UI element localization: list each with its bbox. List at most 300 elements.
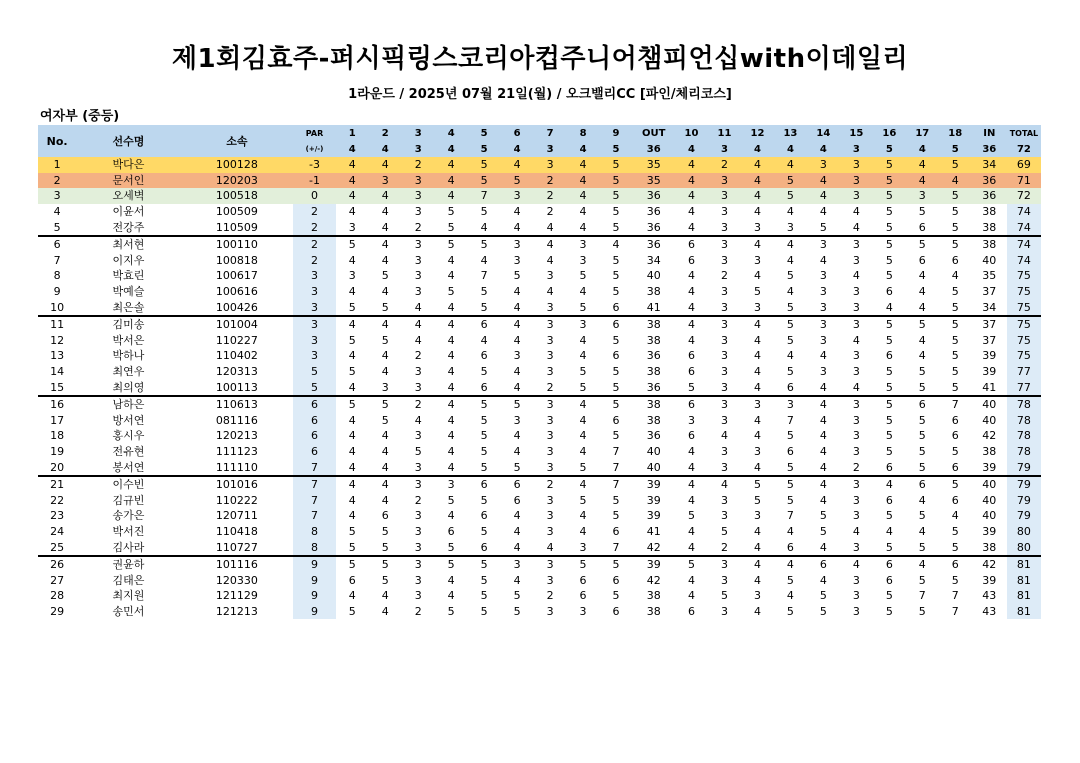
hole-score-cell: 3 [708,556,741,573]
in-total-cell: 41 [982,380,997,394]
in-total-cell: 40 [982,493,997,507]
hole-score-cell: 5 [579,493,587,507]
hole-score-cell: 4 [688,285,696,299]
header-par-in-total: 36 [972,141,1007,157]
total-score-cell: 81 [1007,588,1041,604]
hole-score-cell: 4 [708,476,741,493]
header-par-value: 4 [567,141,600,157]
hole-score-cell: 4 [753,349,761,363]
hole-score-cell: 5 [885,220,893,234]
table-row [38,284,1041,300]
table-header [38,125,1041,157]
hole-score-cell: 3 [402,173,435,189]
hole-score-cell: 3 [534,556,567,573]
hole-score-cell: 4 [819,205,827,219]
hole-score-cell: 4 [501,316,534,333]
rank-cell: 25 [50,540,65,554]
table-row [38,157,1041,173]
par-diff-cell: 7 [293,459,336,476]
hole-score-cell: 4 [819,253,827,267]
par-diff-cell: 2 [293,219,336,236]
hole-score-cell: 4 [741,188,774,204]
hole-score-cell: 3 [414,205,422,219]
hole-score-cell: 4 [819,540,827,554]
par-diff-cell: 9 [293,588,336,604]
hole-score-cell: 4 [348,460,356,474]
hole-score-cell: 4 [688,460,696,474]
hole-score-cell: 5 [939,316,972,333]
in-total-cell: 40 [982,253,997,267]
hole-score-cell: 5 [348,540,356,554]
hole-score-cell: 4 [675,173,708,189]
header-par-value: 4 [435,141,468,157]
hole-score-cell: 5 [612,380,620,394]
par-diff-cell: 3 [293,316,336,333]
hole-score-cell: 4 [753,573,761,587]
hole-score-cell: 6 [918,220,926,234]
player-name-cell: 홍시우 [112,429,145,443]
hole-score-cell: 5 [447,285,455,299]
hole-score-cell: 5 [675,556,708,573]
table-row [38,379,1041,396]
player-name-cell: 김미송 [76,316,180,333]
hole-score-cell: 4 [951,509,959,523]
hole-score-cell: 4 [688,205,696,219]
hole-score-cell: 3 [501,556,534,573]
affiliation-cell: 111123 [215,444,258,458]
table-row [38,508,1041,524]
hole-score-cell: 6 [468,316,501,333]
hole-score-cell: 3 [501,188,534,204]
hole-score-cell: 5 [906,316,939,333]
header-hole: 4 [435,125,468,141]
hole-score-cell: 3 [852,413,860,427]
page-title: 제1회김효주-퍼시픽링스코리아컵주니어챔피언십with이데일리 [171,44,909,74]
rank-cell: 10 [50,300,65,314]
hole-score-cell: 4 [348,493,356,507]
hole-score-cell: 3 [720,604,728,618]
total-score-cell: 75 [1007,268,1041,284]
hole-score-cell: 5 [819,604,827,618]
hole-score-cell: 5 [612,253,620,267]
in-total-cell: 37 [982,333,997,347]
hole-score-cell: 3 [402,556,435,573]
hole-score-cell: 3 [840,476,873,493]
par-diff-cell: 2 [293,236,336,253]
hole-score-cell: 4 [600,236,633,253]
hole-score-cell: 4 [534,236,567,253]
hole-score-cell: 3 [414,285,422,299]
par-diff-cell: 6 [293,428,336,444]
in-total-cell: 38 [982,220,997,234]
hole-score-cell: 5 [336,556,369,573]
header-hole: 11 [708,125,741,141]
hole-score-cell: 6 [612,349,620,363]
hole-score-cell: 4 [786,524,794,538]
hole-score-cell: 2 [402,157,435,173]
hole-score-cell: 2 [402,396,435,413]
hole-score-cell: 4 [786,349,794,363]
total-score-cell: 71 [1007,173,1041,189]
hole-score-cell: 6 [468,476,501,493]
hole-score-cell: 5 [873,316,906,333]
par-diff-cell: 3 [293,268,336,284]
hole-score-cell: 4 [753,604,761,618]
hole-score-cell: 5 [918,365,926,379]
hole-score-cell: 4 [402,316,435,333]
hole-score-cell: 5 [885,253,893,267]
header-par-value: 3 [708,141,741,157]
player-name-cell: 남하은 [76,396,180,413]
out-total-cell: 39 [633,476,676,493]
hole-score-cell: 4 [675,188,708,204]
header-hole: 13 [774,125,807,141]
hole-score-cell: 7 [612,540,620,554]
hole-score-cell: 4 [501,157,534,173]
par-diff-cell: -3 [293,157,336,173]
hole-score-cell: 6 [675,396,708,413]
hole-score-cell: 3 [852,509,860,523]
hole-score-cell: 5 [513,589,521,603]
hole-score-cell: 3 [786,220,794,234]
hole-score-cell: 6 [480,540,488,554]
hole-score-cell: 7 [786,413,794,427]
hole-score-cell: 5 [753,493,761,507]
hole-score-cell: 5 [579,269,587,283]
hole-score-cell: 4 [447,380,455,394]
rank-cell: 27 [50,573,65,587]
hole-score-cell: 5 [939,476,972,493]
hole-score-cell: 3 [852,540,860,554]
hole-score-cell: 3 [546,509,554,523]
hole-score-cell: 5 [600,396,633,413]
out-total-cell: 36 [646,429,661,443]
header-par-value: 3 [534,141,567,157]
hole-score-cell: 5 [381,413,389,427]
rank-cell: 28 [50,589,65,603]
hole-score-cell: 2 [708,157,741,173]
hole-score-cell: 3 [414,540,422,554]
hole-score-cell: 3 [534,157,567,173]
out-total-cell: 41 [646,524,661,538]
in-total-cell: 35 [982,269,997,283]
player-name-cell: 오세벽 [76,188,180,204]
hole-score-cell: 4 [348,253,356,267]
hole-score-cell: 3 [546,349,554,363]
hole-score-cell: 5 [819,220,827,234]
hole-score-cell: 4 [336,157,369,173]
hole-score-cell: 6 [951,460,959,474]
hole-score-cell: 4 [720,429,728,443]
hole-score-cell: 4 [688,300,696,314]
hole-score-cell: 3 [546,333,554,347]
hole-score-cell: 5 [885,269,893,283]
hole-score-cell: 4 [753,429,761,443]
hole-score-cell: 3 [546,460,554,474]
header-par-sub: (+/-) [293,141,336,157]
out-total-cell: 39 [633,556,676,573]
rank-cell: 23 [50,509,65,523]
hole-score-cell: 3 [414,380,422,394]
hole-score-cell: 5 [612,220,620,234]
hole-score-cell: 3 [720,380,728,394]
hole-score-cell: 3 [688,413,696,427]
hole-score-cell: 4 [579,285,587,299]
hole-score-cell: 5 [612,285,620,299]
hole-score-cell: 4 [348,205,356,219]
rank-cell: 24 [50,524,65,538]
hole-score-cell: 5 [480,604,488,618]
hole-score-cell: 4 [918,493,926,507]
hole-score-cell: 5 [435,556,468,573]
hole-score-cell: 4 [447,349,455,363]
hole-score-cell: 3 [402,188,435,204]
out-total-cell: 40 [646,444,661,458]
header-par-value: 4 [807,141,840,157]
hole-score-cell: 5 [774,476,807,493]
player-name-cell: 박서은 [112,333,145,347]
hole-score-cell: 3 [414,509,422,523]
hole-score-cell: 3 [720,220,728,234]
hole-score-cell: 6 [501,476,534,493]
hole-score-cell: 6 [951,413,959,427]
hole-score-cell: 6 [951,493,959,507]
out-total-cell: 38 [633,316,676,333]
hole-score-cell: 4 [336,173,369,189]
hole-score-cell: 3 [348,269,356,283]
hole-score-cell: 5 [918,604,926,618]
hole-score-cell: 3 [753,253,761,267]
hole-score-cell: 4 [567,476,600,493]
total-score-cell: 80 [1007,539,1041,556]
hole-score-cell: 5 [819,589,827,603]
hole-score-cell: 4 [567,396,600,413]
hole-score-cell: 4 [381,493,389,507]
total-score-cell: 80 [1007,524,1041,540]
hole-score-cell: 5 [369,396,402,413]
hole-score-cell: 5 [513,604,521,618]
hole-score-cell: 3 [720,365,728,379]
total-score-cell: 75 [1007,333,1041,349]
hole-score-cell: 4 [447,589,455,603]
table-row [38,459,1041,476]
hole-score-cell: 5 [885,365,893,379]
total-score-cell: 74 [1007,236,1041,253]
hole-score-cell: 6 [480,509,488,523]
hole-score-cell: 4 [688,444,696,458]
header-hole: 17 [906,125,939,141]
hole-score-cell: 4 [348,349,356,363]
player-name-cell: 최지원 [112,589,145,603]
affiliation-cell: 121213 [215,604,258,618]
hole-score-cell: 4 [579,349,587,363]
hole-score-cell: 5 [720,524,728,538]
hole-score-cell: 4 [753,365,761,379]
header-hole: 1 [336,125,369,141]
hole-score-cell: 4 [435,157,468,173]
hole-score-cell: 5 [501,173,534,189]
hole-score-cell: 5 [951,349,959,363]
total-score-cell: 77 [1007,364,1041,380]
hole-score-cell: 2 [546,380,554,394]
hole-score-cell: 5 [348,604,356,618]
hole-score-cell: 6 [688,604,696,618]
hole-score-cell: 5 [688,380,696,394]
table-row [38,316,1041,333]
scoreboard-table [38,125,1041,619]
hole-score-cell: 5 [951,524,959,538]
affiliation-cell: 120213 [215,429,258,443]
hole-score-cell: 4 [819,429,827,443]
hole-score-cell: 3 [720,349,728,363]
hole-score-cell: 5 [873,157,906,173]
affiliation-cell: 120330 [215,573,258,587]
hole-score-cell: 5 [786,333,794,347]
hole-score-cell: 3 [546,269,554,283]
hole-score-cell: 3 [414,269,422,283]
hole-score-cell: 4 [381,205,389,219]
hole-score-cell: 5 [480,573,488,587]
hole-score-cell: 3 [819,300,827,314]
player-name-cell: 박서진 [112,524,145,538]
header-par-value: 3 [402,141,435,157]
hole-score-cell: 4 [579,205,587,219]
hole-score-cell: 4 [447,429,455,443]
hole-score-cell: 3 [840,188,873,204]
hole-score-cell: 3 [852,365,860,379]
table-row [38,524,1041,540]
header-hole: 10 [675,125,708,141]
hole-score-cell: 6 [873,556,906,573]
player-name-cell: 김사라 [112,540,145,554]
hole-score-cell: 3 [435,476,468,493]
hole-score-cell: 6 [480,349,488,363]
hole-score-cell: 5 [786,493,794,507]
out-total-cell: 40 [646,269,661,283]
hole-score-cell: 5 [480,460,488,474]
hole-score-cell: 6 [885,573,893,587]
hole-score-cell: 4 [741,173,774,189]
hole-score-cell: 5 [447,205,455,219]
in-total-cell: 39 [982,460,997,474]
player-name-cell: 김규빈 [112,493,145,507]
table-row [38,588,1041,604]
rank-cell: 19 [50,444,65,458]
hole-score-cell: 4 [513,333,521,347]
rank-cell: 11 [38,316,76,333]
hole-score-cell: 4 [579,429,587,443]
hole-score-cell: 5 [468,157,501,173]
hole-score-cell: 3 [807,236,840,253]
total-score-cell: 78 [1007,413,1041,429]
hole-score-cell: 4 [381,220,389,234]
header-par-value: 4 [774,141,807,157]
hole-score-cell: 4 [381,604,389,618]
hole-score-cell: 4 [579,509,587,523]
par-diff-cell: 6 [293,396,336,413]
hole-score-cell: 3 [741,396,774,413]
hole-score-cell: 5 [480,285,488,299]
hole-score-cell: 6 [688,429,696,443]
out-total-cell: 38 [646,604,661,618]
hole-score-cell: 4 [753,524,761,538]
hole-score-cell: 4 [546,285,554,299]
in-total-cell: 40 [972,476,1007,493]
hole-score-cell: 4 [414,333,422,347]
in-total-cell: 37 [982,285,997,299]
hole-score-cell: 4 [753,333,761,347]
hole-score-cell: 4 [852,333,860,347]
total-score-cell: 75 [1007,348,1041,364]
hole-score-cell: 4 [774,157,807,173]
hole-score-cell: 5 [885,413,893,427]
hole-score-cell: 4 [579,333,587,347]
hole-score-cell: 6 [579,589,587,603]
total-score-cell: 72 [1007,188,1041,204]
hole-score-cell: 5 [819,524,827,538]
hole-score-cell: 5 [480,300,488,314]
hole-score-cell: 5 [720,589,728,603]
hole-score-cell: 4 [807,188,840,204]
rank-cell: 12 [50,333,65,347]
total-score-cell: 77 [1007,379,1041,396]
in-total-cell: 40 [972,396,1007,413]
header-no: No. [38,125,76,157]
par-diff-cell: 5 [293,379,336,396]
rank-cell: 29 [50,604,65,618]
hole-score-cell: 5 [480,429,488,443]
hole-score-cell: 4 [906,157,939,173]
hole-score-cell: 4 [447,573,455,587]
hole-score-cell: 5 [873,396,906,413]
hole-score-cell: 5 [381,573,389,587]
hole-score-cell: 4 [918,300,926,314]
hole-score-cell: 5 [951,365,959,379]
hole-score-cell: 5 [885,380,893,394]
hole-score-cell: 6 [688,349,696,363]
hole-score-cell: 5 [501,396,534,413]
hole-score-cell: 3 [720,493,728,507]
hole-score-cell: 4 [579,444,587,458]
table-row [38,428,1041,444]
hole-score-cell: 5 [906,236,939,253]
header-hole: 5 [468,125,501,141]
header-par-value: 4 [741,141,774,157]
hole-score-cell: 3 [819,285,827,299]
table-row [38,572,1041,588]
hole-score-cell: 6 [381,509,389,523]
hole-score-cell: 4 [381,460,389,474]
par-diff-cell: 7 [293,476,336,493]
hole-score-cell: 4 [369,316,402,333]
hole-score-cell: 3 [906,188,939,204]
hole-score-cell: 3 [567,316,600,333]
in-total-cell: 40 [982,509,997,523]
hole-score-cell: 5 [885,589,893,603]
player-name-cell: 전유현 [112,444,145,458]
hole-score-cell: 3 [807,316,840,333]
hole-score-cell: 5 [786,573,794,587]
out-total-cell: 38 [646,589,661,603]
out-total-cell: 38 [646,413,661,427]
hole-score-cell: 4 [369,157,402,173]
player-name-cell: 김태은 [112,573,145,587]
hole-score-cell: 5 [885,540,893,554]
hole-score-cell: 5 [468,173,501,189]
hole-score-cell: 3 [774,396,807,413]
hole-score-cell: 7 [939,396,972,413]
out-total-cell: 41 [646,300,661,314]
